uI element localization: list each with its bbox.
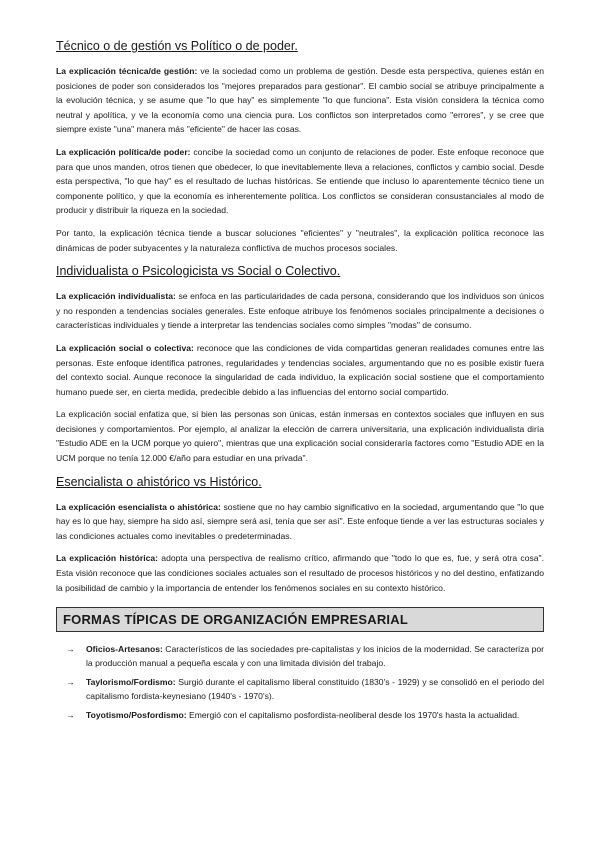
list-item-body [86,675,544,703]
paragraph [56,145,544,218]
list-item-text: Característicos de las sociedades pre-capitalistas y los inicios de la modernidad. Se caracteriza por la producción manual a pequeña escala y con una limitada división del trabajo. [86,644,544,669]
list-item-text: Surgió durante el capitalismo liberal constituido (1830's - 1929) y se consolidó en el periodo del capitalismo fordista-keynesiano (1940's - 1970's). [86,677,544,702]
list-item-lead: Taylorismo/Fordismo: [86,677,176,688]
paragraph-lead: La explicación política/de poder: [56,146,191,157]
section-banner: FORMAS TÍPICAS DE ORGANIZACIÓN EMPRESARIAL [56,607,544,632]
list-item [56,675,544,703]
paragraph-text: adopta una perspectiva de realismo crítico, afirmando que "todo lo que es, fue, y será otra cosa". Esta visión reconoce que las condiciones sociales actuales son el resultado de procesos históricos y no del destino, enfatizando la posibilidad de cambio y la importancia de entender los fenómenos sociales en su contexto histórico. [56,553,544,593]
section-esencialista-historico [56,474,544,596]
paragraph [56,289,544,333]
paragraph-lead: La explicación histórica: [56,553,159,564]
paragraph-lead: La explicación individualista: [56,291,176,302]
paragraph-text: La explicación social enfatiza que, si bien las personas son únicas, están inmersas en contextos sociales que influyen en sus decisiones y comportamientos. Por ejemplo, al analizar la elección de carrera universitaria, una explicación individualista diría "Estudio ADE en la UCM porque yo quiero", mientras que una explicación social consideraría factores como "Estudio ADE en la UCM porque no tenía 12.000 €/año para estudiar en una privada". [56,409,544,464]
list-item-lead: Toyotismo/Posfordismo: [86,710,187,721]
paragraph [56,500,544,544]
section-individualista-social [56,263,544,466]
paragraph [56,551,544,595]
organization-list [56,642,544,722]
paragraph-text: Por tanto, la explicación técnica tiende a buscar soluciones "eficientes" y "neutrales", la explicación política reconoce las dinámicas de poder subyacentes y la naturaleza conflictiva de muchos procesos sociales. [56,227,544,253]
paragraph-text: concibe la sociedad como un conjunto de relaciones de poder. Este enfoque reconoce que para que unos manden, otros tienen que obedecer, lo que inevitablemente lleva a relaciones, conflictos y cambio social. Desde esta perspectiva, "lo que hay" es el resultado de luchas históricas. Se entiende que incluso lo aparentemente técnico tiene un componente político, y que la economía es inherentemente política. Los conflictos se consideran consustanciales al modo de producir y distribuir la riqueza en la sociedad. [56,146,544,216]
paragraph-text: ve la sociedad como un problema de gestión. Desde esta perspectiva, quienes están en posiciones de poder son considerados los "mejores preparados para gestionar". El cambio social se atribuye principalmente a la evolución técnica, y se asume que "lo que hay" es simplemente "lo que funciona". Esta visión considera la técnica como neutral y apolítica, y ve la economía como una ciencia pura. Los conflictos son interpretados como "errores", y se cree que siempre existe "una" manera más "eficiente" de hacer las cosas. [56,66,544,135]
section-heading: Esencialista o ahistórico vs Histórico. [56,474,262,489]
list-item-body [86,708,519,722]
list-item-lead: Oficios-Artesanos: [86,644,163,655]
paragraph [56,341,544,399]
paragraph-text: se enfoca en las particularidades de cada persona, considerando que los individuos son únicos y no responden a tendencias sociales generales. Este enfoque atribuye los fenómenos sociales principalmente a decisiones o características individuales y tiende a interpretar las tendencias sociales como simples "modas" de consumo. [56,291,544,331]
paragraph-lead: La explicación técnica/de gestión: [56,66,198,76]
paragraph [56,64,544,137]
paragraph-text: sostiene que no hay cambio significativo en la sociedad, argumentando que "lo que hay es lo que hay, siempre ha sido así, siempre será así, tenía que ser así". Este enfoque tiende a ver las estructuras sociales y las condiciones actuales como inevitables o predeterminadas. [56,501,544,541]
paragraph-lead: La explicación esencialista o ahistórica: [56,501,221,512]
section-tecnico-politico [56,38,544,255]
arrow-icon: → [66,644,75,655]
paragraph [56,407,544,465]
arrow-icon: → [66,710,75,721]
paragraph [56,226,544,255]
list-item [56,708,544,722]
section-heading: Individualista o Psicologicista vs Social o Colectivo. [56,264,341,279]
document-page [56,38,544,727]
list-item-body [86,642,544,670]
section-heading: Técnico o de gestión vs Político o de poder. [56,39,298,53]
arrow-icon: → [66,677,75,688]
paragraph-lead: La explicación social o colectiva: [56,342,194,353]
list-item-text: Emergió con el capitalismo posfordista-neoliberal desde los 1970's hasta la actualidad. [186,710,520,721]
paragraph-text: reconoce que las condiciones de vida compartidas generan realidades comunes entre las personas. Este enfoque identifica patrones, regularidades y tendencias sociales, argumentando que no es posible existir fuera del contexto social. Aunque reconoce la singularidad de cada individuo, la explicación social sostiene que el comportamiento humano puede ser, en cierta medida, predecible debido a las influencias del entorno social compartido. [56,342,545,397]
list-item [56,642,544,670]
